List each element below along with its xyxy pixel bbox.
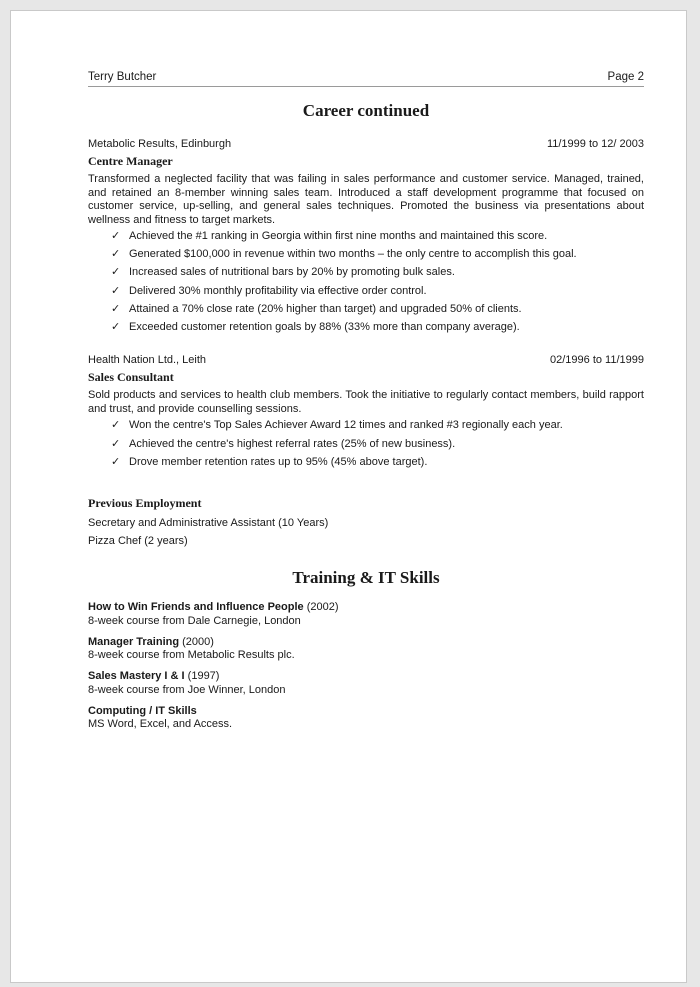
check-icon: ✓ <box>111 320 121 333</box>
section-title-training: Training & IT Skills <box>292 568 440 588</box>
achievement-text: Achieved the centre's highest referral rates (25% of new business). <box>129 437 456 450</box>
course-name: Manager Training <box>88 635 180 648</box>
achievement-item <box>111 230 644 244</box>
course-detail: 8-week course from Dale Carnegie, London <box>88 614 301 627</box>
job-dates: 11/1999 to 12/ 2003 <box>546 138 644 150</box>
job-entry <box>88 354 644 469</box>
job-entry <box>88 138 644 334</box>
achievement-item <box>111 248 644 262</box>
training-list <box>88 601 644 731</box>
page-header <box>88 71 644 87</box>
header-name: Terry Butcher <box>88 71 157 83</box>
course-year: (1997) <box>184 670 220 683</box>
header-page-number: Page 2 <box>607 71 644 83</box>
check-icon: ✓ <box>111 437 121 450</box>
previous-employment-item: Secretary and Administrative Assistant (10 Years) <box>88 517 329 530</box>
job-company: Health Nation Ltd., Leith <box>88 354 207 367</box>
course-name: Computing / IT Skills <box>88 704 197 717</box>
course-detail: 8-week course from Joe Winner, London <box>88 683 286 696</box>
achievement-item <box>111 456 644 470</box>
check-icon: ✓ <box>111 230 121 242</box>
achievement-text: Achieved the #1 ranking in Georgia within first nine months and maintained this score. <box>129 230 548 242</box>
course-title <box>88 670 644 684</box>
check-icon: ✓ <box>111 284 121 297</box>
job-summary: Sold products and services to health club members. Took the initiative to regularly contact members, build rapport and trust, and provide counselling sessions. <box>88 389 644 415</box>
achievement-item <box>111 419 644 433</box>
check-icon: ✓ <box>111 248 121 261</box>
achievement-list <box>88 419 644 469</box>
achievement-list <box>88 230 644 334</box>
job-summary: Transformed a neglected facility that was failing in sales performance and customer service. Managed, trained, and retained an 8-member winning sales team. Introduced a staff development programme that focused on customer service, up-selling, and general sales techniques. Promoted the business via presentations about wellness and fitness to target markets. <box>88 173 644 226</box>
course-entry <box>88 670 644 697</box>
achievement-text: Drove member retention rates up to 95% (45% above target). <box>129 455 428 468</box>
course-year: (2002) <box>303 601 339 614</box>
course-detail: 8-week course from Metabolic Results plc. <box>88 649 295 662</box>
page-content <box>88 71 644 739</box>
check-icon: ✓ <box>111 266 121 279</box>
achievement-item <box>111 285 644 299</box>
job-role: Sales Consultant <box>88 370 174 385</box>
document-page <box>10 10 687 983</box>
job-header <box>88 138 644 150</box>
check-icon: ✓ <box>111 302 121 315</box>
achievement-text: Delivered 30% monthly profitability via effective order control. <box>129 284 427 297</box>
achievement-text: Generated $100,000 in revenue within two months – the only centre to accomplish this goal. <box>129 248 577 261</box>
previous-employment-title: Previous Employment <box>88 496 202 511</box>
course-year: (2000) <box>179 635 214 648</box>
course-title <box>88 705 644 719</box>
course-entry <box>88 601 644 628</box>
course-name: Sales Mastery I & I <box>88 670 185 683</box>
job-role: Centre Manager <box>88 154 173 168</box>
course-detail: MS Word, Excel, and Access. <box>88 718 233 731</box>
check-icon: ✓ <box>111 419 121 432</box>
check-icon: ✓ <box>111 455 121 468</box>
job-dates: 02/1996 to 11/1999 <box>550 354 644 367</box>
course-name: How to Win Friends and Influence People <box>88 601 304 614</box>
achievement-item <box>111 303 644 317</box>
achievement-text: Attained a 70% close rate (20% higher than target) and upgraded 50% of clients. <box>129 302 522 315</box>
job-company: Metabolic Results, Edinburgh <box>88 138 232 150</box>
achievement-text: Exceeded customer retention goals by 88% (33% more than company average). <box>129 320 520 333</box>
course-title <box>88 636 644 650</box>
previous-employment <box>88 496 644 548</box>
course-entry <box>88 705 644 732</box>
previous-employment-item: Pizza Chef (2 years) <box>88 535 188 548</box>
achievement-item <box>111 438 644 452</box>
achievement-item <box>111 321 644 335</box>
course-title <box>88 601 644 615</box>
section-title-career: Career continued <box>302 101 430 120</box>
job-header <box>88 354 644 366</box>
achievement-item <box>111 266 644 280</box>
course-entry <box>88 636 644 663</box>
achievement-text: Won the centre's Top Sales Achiever Award 12 times and ranked #3 regionally each year. <box>129 419 563 432</box>
achievement-text: Increased sales of nutritional bars by 20% by promoting bulk sales. <box>129 266 455 279</box>
